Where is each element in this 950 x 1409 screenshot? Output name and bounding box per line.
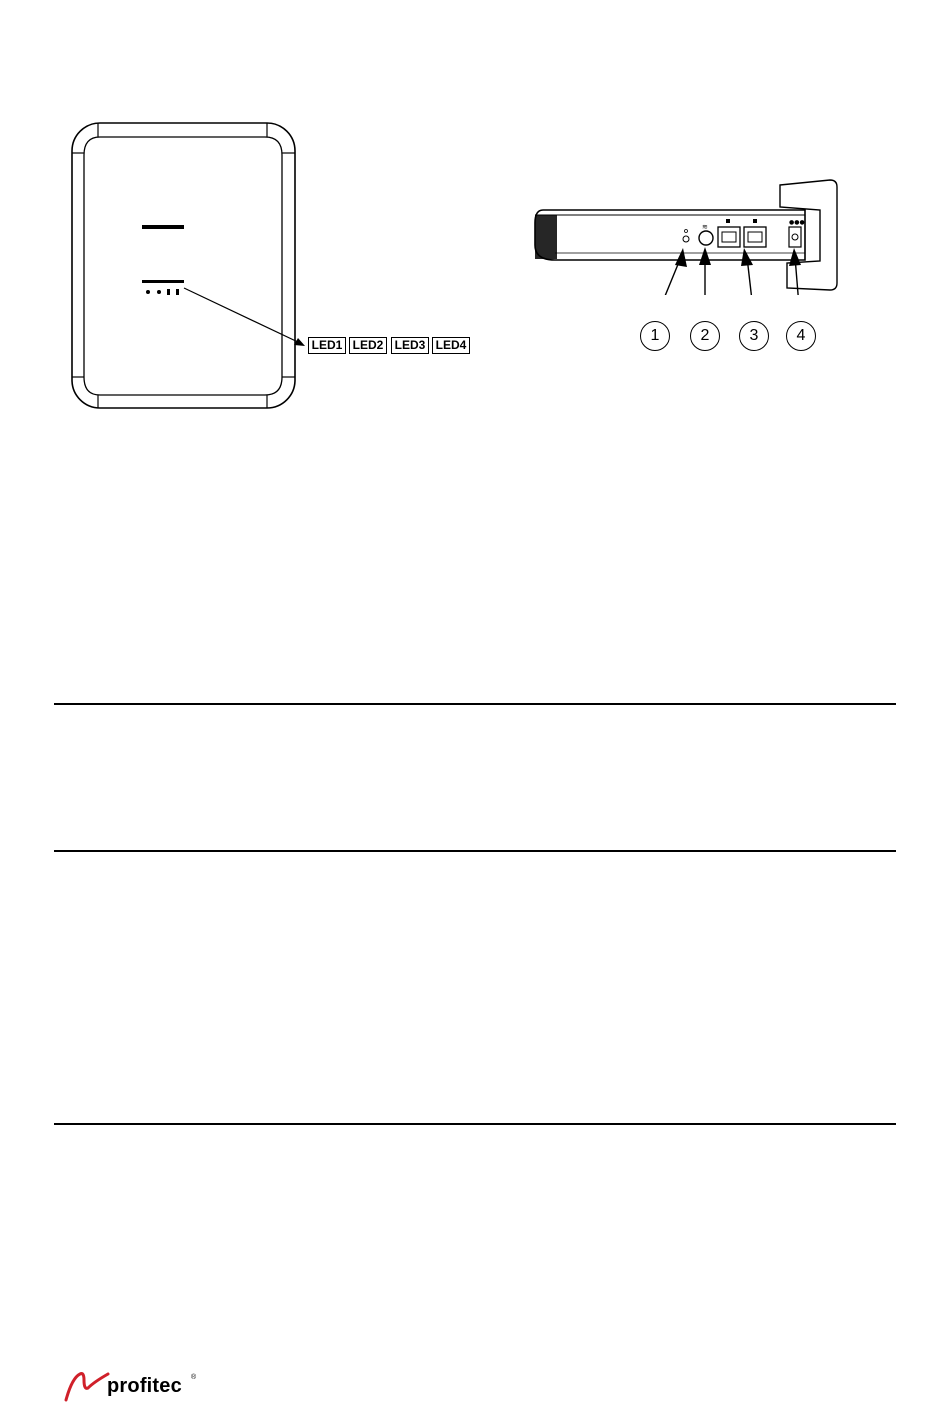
divider-1 xyxy=(54,703,896,705)
registered-mark: ® xyxy=(191,1374,197,1381)
device-rear-view xyxy=(525,175,855,295)
led1-label: LED1 xyxy=(308,337,346,354)
brand-name: profitec xyxy=(107,1375,182,1397)
led-1-icon xyxy=(146,290,150,294)
led-3-icon xyxy=(167,289,170,295)
callout-2: 2 xyxy=(690,321,720,351)
wps-button-icon xyxy=(699,231,713,245)
callout-3: 3 xyxy=(739,321,769,351)
led3-label: LED3 xyxy=(391,337,429,354)
svg-text:●●●: ●●● xyxy=(789,219,805,226)
device-front-view xyxy=(60,115,480,415)
ethernet-port-1-icon xyxy=(718,227,740,247)
led4-label: LED4 xyxy=(432,337,470,354)
led-4-icon xyxy=(176,289,179,295)
callout-1: 1 xyxy=(640,321,670,351)
ethernet-port-2-icon xyxy=(744,227,766,247)
svg-text:≋: ≋ xyxy=(702,223,708,231)
divider-3 xyxy=(54,1123,896,1125)
led-2-icon xyxy=(157,290,161,294)
callout-4: 4 xyxy=(786,321,816,351)
divider-2 xyxy=(54,850,896,852)
led2-label: LED2 xyxy=(349,337,387,354)
profitec-logo-swoosh xyxy=(62,1368,112,1404)
power-jack-icon xyxy=(789,227,801,247)
